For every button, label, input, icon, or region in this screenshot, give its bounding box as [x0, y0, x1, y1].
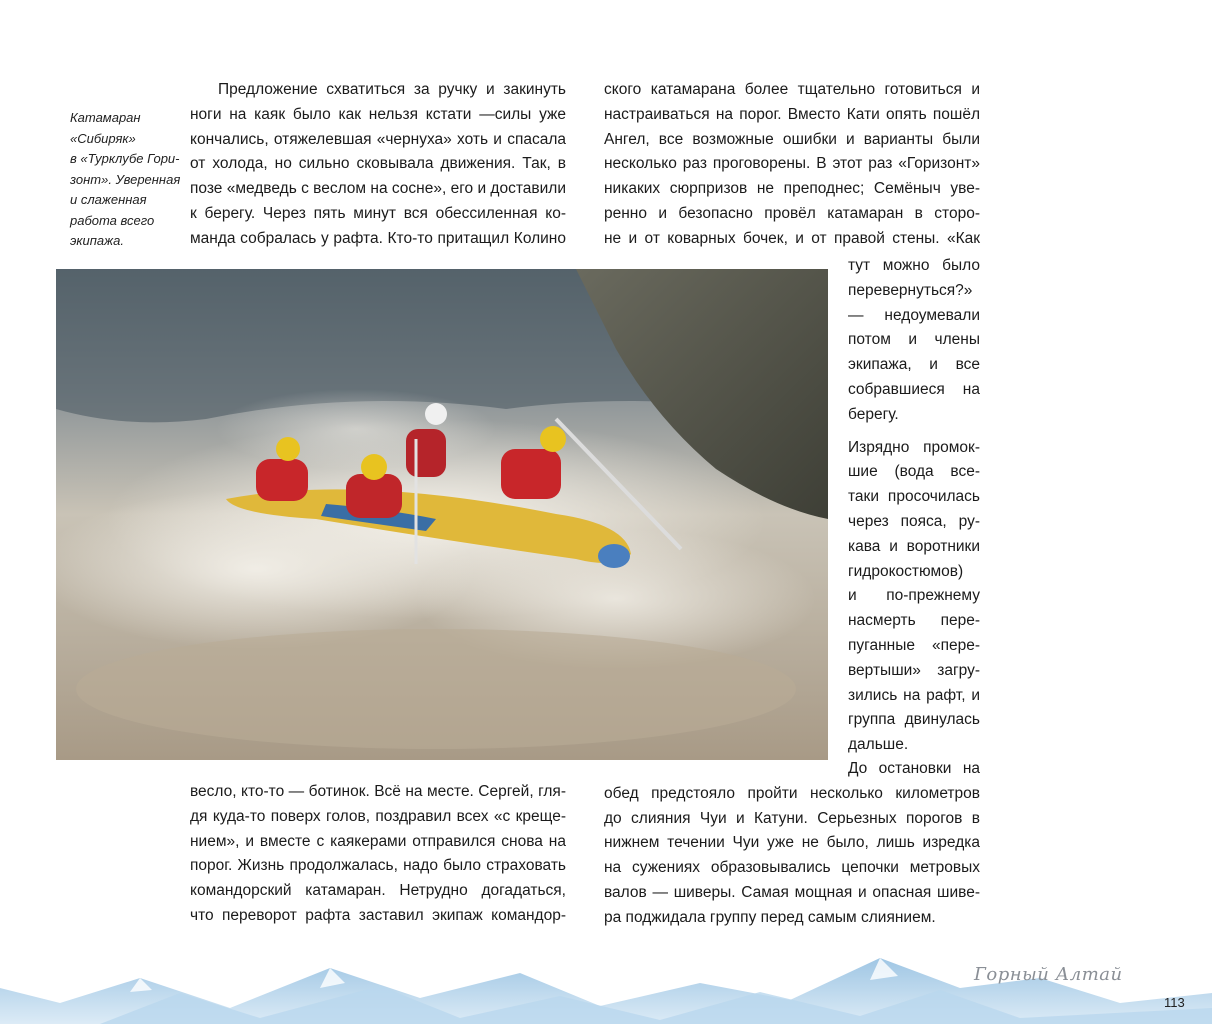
text-line: ноги на каяк было как нельзя кстати —силы уже: [190, 105, 566, 123]
text-line: порог. Жизнь продолжалась, надо было страховать: [190, 857, 566, 875]
text-line: к берегу. Через пять минут вся обессиленная ко-: [190, 204, 566, 222]
text-line: кончались, отяжелевшая «чернуха» хоть и спасала: [190, 130, 566, 148]
text-line: экипажа, и все: [848, 356, 980, 374]
text-line: на сужениях образовывались цепочки метровых: [604, 859, 980, 877]
text-line: что переворот рафта заставил экипаж командор-: [190, 906, 566, 924]
text-line: никаких сюрпризов не преподнес; Семёныч уве-: [604, 180, 980, 198]
text-column-left-top: [190, 78, 566, 252]
text-line: позе «медведь с веслом на сосне», его и доставили: [190, 180, 566, 198]
text-line: несколько раз проговорены. В этот раз «Горизонт»: [604, 155, 980, 173]
text-line: манда собралась у рафта. Кто-то притащил Колино: [190, 229, 566, 247]
text-line: от холода, но сильно сковывала движения. Так, в: [190, 155, 566, 173]
text-line: кава и воротники: [848, 537, 980, 555]
text-line: ского катамарана более тщательно готовиться и: [604, 81, 980, 98]
text-line: до слияния Чуи и Катуни. Серьезных порогов в: [604, 809, 980, 827]
text-line: — недоумевали: [848, 306, 980, 324]
text-line: нижнем течении Чуи уже не было, лишь изредка: [604, 834, 980, 852]
text-line: ра поджидала группу перед самым слиянием.: [604, 908, 936, 926]
text-line: ренно и безопасно провёл катамаран в сторо-: [604, 204, 980, 222]
text-line: пуганные «пере-: [848, 636, 980, 654]
text-line: через пояса, ру-: [848, 512, 980, 530]
text-column-right-bottom: [604, 757, 980, 931]
magazine-brand: Горный Алтай: [974, 964, 1123, 985]
text-line: зились на рафт, и: [848, 686, 980, 704]
text-line: собравшиеся на: [848, 380, 980, 398]
text-line: Предложение схватиться за ручку и закинуть: [218, 81, 566, 98]
text-line: До остановки на: [848, 760, 980, 777]
page-number: 113: [1164, 995, 1185, 1010]
text-line: командорский катамаран. Нетрудно догадаться,: [190, 882, 566, 900]
caption-line: экипажа.: [70, 233, 124, 248]
text-line: перевернуться?»: [848, 281, 973, 299]
text-line: таки просочилась: [848, 488, 980, 506]
text-line: дя куда-то поверх голов, поздравил всех «с креще-: [190, 807, 566, 825]
photo-caption: [70, 108, 188, 252]
text-line: дальше.: [848, 736, 909, 754]
text-line: валов — шиверы. Самая мощная и опасная шиве-: [604, 883, 980, 901]
caption-line: работа всего: [70, 212, 155, 228]
text-line: нием», и вместе с каякерами отправился снова на: [190, 832, 566, 850]
text-line: тут можно было: [848, 257, 980, 274]
mountain-decoration: [0, 948, 1212, 1024]
text-line: гидрокостюмов): [848, 562, 964, 580]
text-column-narrow: [848, 254, 980, 758]
text-line: обед предстояло пройти несколько километров: [604, 784, 980, 802]
text-line: потом и члены: [848, 331, 980, 349]
text-line: насмерть пере-: [848, 612, 980, 630]
caption-line: в «Турклубе Гори-: [70, 151, 180, 166]
caption-line: Катамаран: [70, 110, 141, 125]
caption-line: и слаженная: [70, 192, 147, 207]
text-line: не и от коварных бочек, и от правой стены. «Как: [604, 229, 980, 247]
text-column-right-top: [604, 78, 980, 252]
text-line: настраиваться на порог. Вместо Кати опять пошёл: [604, 105, 980, 123]
text-line: шие (вода все-: [848, 463, 980, 481]
caption-line: зонт». Уверенная: [70, 171, 181, 187]
text-line: Ангел, все возможные ошибки и варианты были: [604, 130, 980, 148]
text-line: весло, кто-то — ботинок. Всё на месте. Сергей, гля-: [190, 783, 566, 800]
text-line: вертыши» загру-: [848, 661, 980, 679]
text-line: группа двинулась: [848, 711, 980, 729]
text-line: и по-прежнему: [848, 587, 980, 605]
text-line: берегу.: [848, 405, 899, 423]
text-column-left-bottom: [190, 780, 566, 929]
text-line: Изрядно промок-: [848, 438, 980, 456]
caption-line: «Сибиряк»: [70, 130, 136, 146]
rafting-photo: [56, 269, 828, 760]
